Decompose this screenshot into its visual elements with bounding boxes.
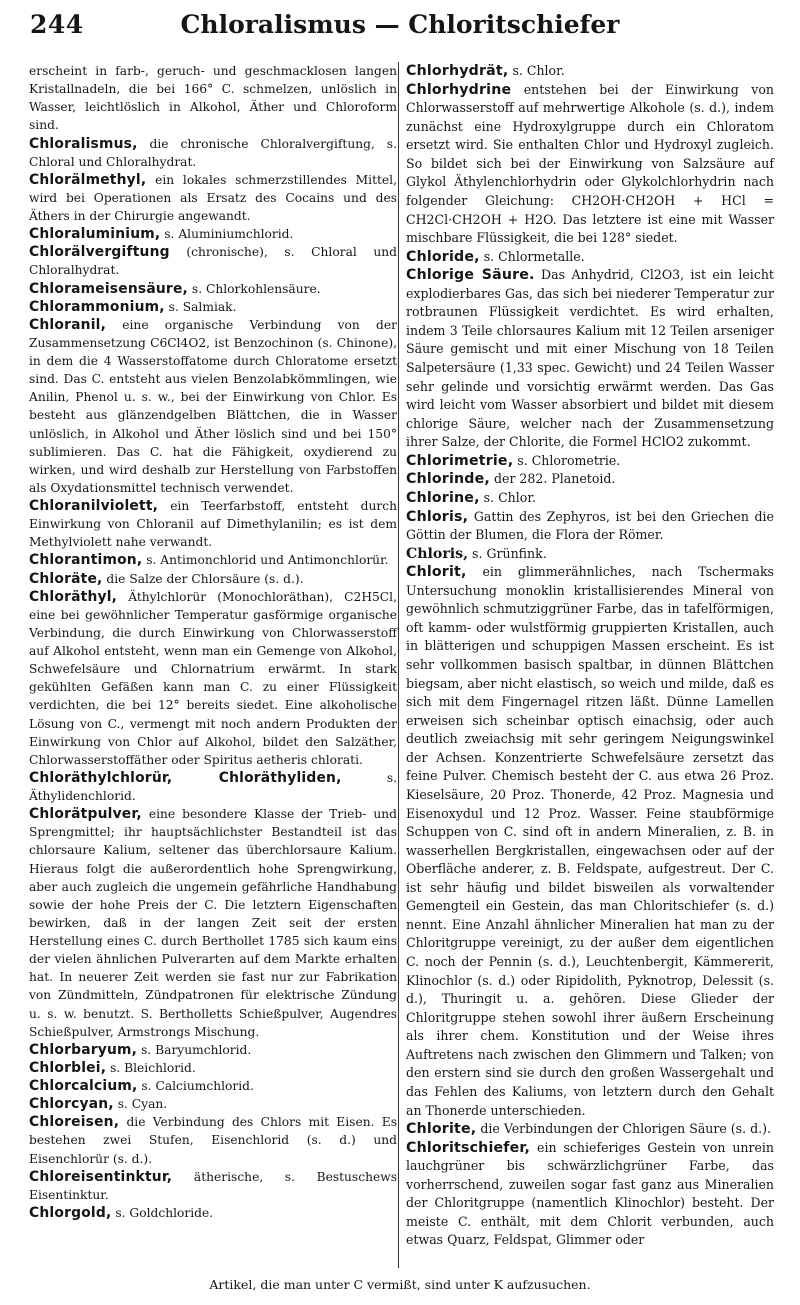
dictionary-entry	[29, 769, 397, 805]
entry-headword: Chloreisen,	[29, 1114, 120, 1131]
dictionary-entry	[29, 1204, 397, 1222]
dictionary-entry	[29, 280, 397, 298]
entry-body: eine organische Verbindung von der Zusammensetzung C6Cl4O2, ist Benzochinon (s. Chinone), in dem die 4 Wasserstoffatome durch Chloratome ersetzt sind. Das C. entsteht aus vielen Benzolabkömmlingen, wie Anilin, Phenol u. s. w., bei der Einwirkung von Chlor. Es besteht aus glänzendgelben Blättchen, die in Wasser unlöslich, in Alkohol und Äther löslich sind und bei 150° sublimieren. Das C. hat die Fähigkeit, oxydierend zu wirken, und wird deshalb zur Herstellung von Farbstoffen als Oxydationsmittel technisch verwendet.	[29, 317, 397, 495]
dictionary-entry	[29, 551, 397, 569]
dictionary-entry	[29, 497, 397, 551]
dictionary-entry	[406, 248, 774, 267]
entry-body: s. Salmiak.	[168, 299, 237, 314]
dictionary-entry	[29, 243, 397, 279]
entry-body: die Verbindungen der Chlorigen Säure (s. d.).	[480, 1121, 772, 1137]
entry-headword: Chloritschiefer,	[406, 1139, 531, 1156]
dictionary-entry	[29, 1041, 397, 1059]
entry-body: ein Teerfarbstoff, entsteht durch Einwirkung von Chloranil auf Dimethylanilin; es ist dem Methylviolett nahe verwandt.	[29, 499, 397, 550]
entry-body: (chronische), s. Chloral und Chloralhydrat.	[29, 245, 397, 278]
entry-body: s. Chlor.	[512, 63, 565, 78]
entry-headword: Chloraluminium,	[29, 226, 161, 243]
dictionary-entry	[406, 452, 774, 471]
entry-body: s. Äthylidenchlorid.	[29, 770, 397, 803]
entry-body: s. Chlorometrie.	[517, 452, 621, 468]
dictionary-entry	[29, 1168, 397, 1204]
entry-body: s. Baryumchlorid.	[141, 1042, 252, 1057]
entry-headword: Chlorälmethyl,	[29, 171, 147, 188]
entry-body: ein glimmerähnliches, nach Tschermaks Untersuchung monoklin kristallisierendes Mineral von gewöhnlich schmutziggrüner Farbe, das in tafelförmigen, oft kamm- oder wulstförmig gruppierten Kristallen, auch in blätterigen und schuppigen Massen erscheint. Es ist sehr vollkommen basisch spaltbar, in dünnen Blättchen biegsam, aber nicht elastisch, so weich und milde, daß es sich mit dem Fingernagel ritzen läßt. Dünne Lamellen erweisen sich scheinbar optisch einachsig, oder auch deutlich zweiachsig mit sehr geringem Neigungswinkel der Achsen. Konzentrierte Schwefelsäure zersetzt das feine Pulver. Chemisch besteht der C. aus etwa 26 Proz. Kieselsäure, 20 Proz. Thonerde, 42 Proz. Magnesia und Eisenoxydul und 12 Proz. Wasser. Feine staubförmige Schuppen von C. sind oft in andern Mineralien, z. B. in wasserhellen Bergkristallen, eingewachsen oder auf der Oberfläche anderer, z. B. Feldspate, aufgestreut. Der C. ist sehr häufig und bildet bisweilen als vorwaltender Gemengteil ein Gestein, das man Chloritschiefer (s. d.) nennt. Eine Anzahl ähnlicher Mineralien hat man zu der Chloritgruppe vereinigt, zu der außer dem eigentlichen C. noch der Pennin (s. d.), Leuchtenbergit, Kämmererit, Klinochlor (s. d.) oder Ripidolith, Pyknotrop, Delessit (s. d.), Thuringit u. a. gehören. Diese Glieder der Chloritgruppe stehen sowohl ihrer äußern Erscheinung als ihrer chem. Konstitution und der Weise ihres Auftretens nach zwischen den Glimmern und Talken; von den erstern sind sie durch den großen Wassergehalt und das Fehlen des Kaliums, von letztern durch den Gehalt an Thonerde unterschieden.	[406, 564, 774, 1118]
entry-headword: Chlorcalcium,	[29, 1078, 138, 1094]
dictionary-entry	[406, 1120, 774, 1139]
entry-body: ätherische, s. Bestuschews Eisentinktur.	[29, 1169, 397, 1202]
entry-headword: Chloräte,	[29, 570, 103, 587]
dictionary-entry	[29, 1113, 397, 1167]
dictionary-entry	[406, 508, 774, 545]
dictionary-entry	[406, 470, 774, 489]
dictionary-entry	[406, 563, 774, 1120]
entry-body: s. Calciumchlorid.	[141, 1079, 254, 1093]
entry-body: s. Cyan.	[117, 1097, 168, 1112]
entry-headword: Chlorit,	[406, 564, 467, 581]
dictionary-entry	[29, 805, 397, 1041]
dictionary-entry	[29, 62, 397, 135]
entry-headword: Chlorälvergiftung	[29, 244, 170, 261]
entry-headword: Chloranil,	[29, 316, 107, 333]
entry-headword: Chlorantimon,	[29, 552, 143, 569]
entry-headword: Chlorbaryum,	[29, 1041, 138, 1058]
entry-body: eine besondere Klasse der Trieb- und Sprengmittel; ihr hauptsächlichster Bestandteil ist das chlorsaure Kalium, seltener das überchlorsaure Kalium. Hieraus folgt die außerordentlich hohe Sprengwirkung, aber auch zugleich die ungemein gefährliche Handhabung sowie der hohe Preis der C. Die letztern Eigenschaften bewirken, daß in der langen Zeit seit der ersten Herstellung eines C. durch Berthollet 1785 sich kaum eins der vielen ähnlichen Pulverarten auf dem Markte erhalten hat. In neuerer Zeit werden sie fast nur zur Fabrikation von Zündmitteln, Zündpatronen für elektrische Zündung u. s. w. benutzt. S. Bertholletts Schießpulver, Augendres Schießpulver, Armstrongs Mischung.	[29, 807, 397, 1039]
entry-headword: Chlorite,	[406, 1121, 477, 1138]
left-column	[29, 62, 397, 1222]
dictionary-entry	[29, 135, 397, 171]
entry-headword: Chloris,	[406, 508, 469, 525]
entry-headword: Chlorblei,	[29, 1059, 107, 1076]
entry-body: s. Goldchloride.	[115, 1205, 214, 1220]
entry-body: ein schieferiges Gestein von unrein lauchgrüner bis schwärzlichgrüner Farbe, das vorherrschend, zuweilen sogar fast ganz aus Mineralien der Chloritgruppe (namentlich Klinochlor) besteht. Der meiste C. enthält, mit dem Chlorit verbunden, auch etwas Quarz, Feldspat, Glimmer oder	[406, 1139, 774, 1248]
entry-body: die chronische Chloralvergiftung, s. Chloral und Chloralhydrat.	[29, 136, 397, 169]
entry-body: s. Chlorkohlensäure.	[191, 281, 321, 296]
entry-headword: Chlorhydrät,	[406, 63, 509, 79]
entry-body: ein lokales schmerzstillendes Mittel, wird bei Operationen als Ersatz des Cocains und des Äthers in der Chirurgie angewandt.	[29, 172, 397, 223]
footer-note: Artikel, die man unter C vermißt, sind unter K aufzusuchen.	[209, 1277, 591, 1292]
entry-headword: Chloride,	[406, 248, 480, 265]
entry-body: Gattin des Zephyros, ist bei den Griechen die Göttin der Blumen, die Flora der Römer.	[406, 508, 774, 543]
entry-headword: Chlorcyan,	[29, 1096, 114, 1113]
entry-headword: Chlorammonium,	[29, 298, 165, 315]
dictionary-entry	[29, 298, 397, 316]
dictionary-entry	[29, 171, 397, 225]
entry-headword: Chlorgold,	[29, 1204, 112, 1221]
entry-body: erscheint in farb-, geruch- und geschmacklosen langen Kristallnadeln, die bei 166° C. schmelzen, unlöslich in Wasser, leichtlöslich in Alkohol, Äther und Chloroform sind.	[29, 64, 397, 133]
running-header-title: Chloralismus — Chloritschiefer	[180, 10, 620, 39]
entry-body: s. Antimonchlorid und Antimonchlorür.	[146, 553, 389, 568]
right-column	[406, 62, 774, 1250]
dictionary-entry	[29, 588, 397, 769]
dictionary-entry	[406, 545, 774, 564]
entry-headword: Chlorine,	[406, 489, 480, 506]
entry-headword: Chloräthyl,	[29, 588, 118, 605]
entry-headword: Chloranilviolett,	[29, 498, 159, 514]
entry-headword: Chlorige Säure.	[406, 267, 535, 284]
dictionary-entry	[29, 316, 397, 497]
dictionary-entry	[29, 225, 397, 243]
column-divider	[398, 62, 399, 1268]
dictionary-entry	[406, 62, 774, 81]
entry-headword: Chlorinde,	[406, 471, 490, 488]
dictionary-entry	[29, 570, 397, 588]
entry-body: die Salze der Chlorsäure (s. d.).	[106, 571, 304, 586]
entry-body: Äthylchlorür (Monochloräthan), C2H5Cl, eine bei gewöhnlicher Temperatur gasförmige organische Verbindung, die durch Einwirkung von Chlorwasserstoff auf Alkohol entsteht, wenn man ein Gemenge von Alkohol, Schwefelsäure und Chlornatrium erwärmt. In stark gekühlten Gefäßen kann man C. zu einer Flüssigkeit verdichten, die bei 12° bereits siedet. Eine alkoholische Lösung von C., vermengt mit noch andern Produkten der Einwirkung von Chlor auf Alkohol, bildet den Salzäther, Chlorwasserstoffäther oder Spiritus aetheris chlorati.	[29, 589, 397, 767]
entry-headword: Chloris,	[406, 545, 469, 562]
entry-headword: Chloräthylchlorür, Chloräthyliden,	[29, 769, 342, 786]
entry-headword: Chlorimetrie,	[406, 452, 514, 469]
dictionary-entry	[29, 1059, 397, 1077]
entry-body: entstehen bei der Einwirkung von Chlorwasserstoff auf mehrwertige Alkohole (s. d.), indem zunächst eine Hydroxylgruppe durch ein Chloratom ersetzt wird. Sie enthalten Chlor und Hydroxyl zugleich. So bildet sich bei der Einwirkung von Salzsäure auf Glykol Äthylenchlorhydrin oder Glykolchlorhydrin nach folgender Gleichung: CH2OH·CH2OH + HCl = CH2Cl·CH2OH + H2O. Das letztere ist eine mit Wasser mischbare Flüssigkeit, die bei 128° siedet.	[406, 81, 774, 246]
dictionary-entry	[406, 489, 774, 508]
entry-headword: Chloreisentinktur,	[29, 1168, 173, 1185]
dictionary-entry	[406, 1139, 774, 1250]
entry-body: s. Chlor.	[483, 489, 536, 505]
dictionary-entry	[406, 81, 774, 248]
page-number: 244	[30, 10, 84, 39]
entry-body: s. Aluminiumchlorid.	[164, 227, 294, 242]
entry-headword: Chlorameisensäure,	[29, 280, 188, 297]
entry-body: die Verbindung des Chlors mit Eisen. Es bestehen zwei Stufen, Eisenchlorid (s. d.) und Eisenchlorür (s. d.).	[29, 1115, 397, 1166]
entry-headword: Chlorhydrine	[406, 81, 512, 98]
entry-headword: Chloralismus,	[29, 135, 138, 152]
dictionary-entry	[29, 1077, 397, 1095]
dictionary-entry	[406, 266, 774, 452]
dictionary-entry	[29, 1095, 397, 1113]
entry-body: der 282. Planetoid.	[493, 471, 616, 487]
entry-body: s. Grünfink.	[472, 545, 547, 561]
entry-body: s. Chlormetalle.	[483, 248, 585, 264]
entry-body: Das Anhydrid, Cl2O3, ist ein leicht explodierbares Gas, das sich bei niederer Temperatur zur rotbraunen Flüssigkeit verdichtet. Es wird erhalten, indem 3 Teile chlorsaures Kalium mit 12 Teilen arseniger Säure gemischt und mit einer Mischung von 18 Teilen Salpetersäure (1,33 spec. Gewicht) und 24 Teilen Wasser sehr gelinde und vorsichtig erwärmt werden. Das Gas wird leicht vom Wasser absorbiert und bildet mit diesem chlorige Säure, welcher nach der Zusammensetzung ihrer Salze, der Chlorite, die Formel HClO2 zukommt.	[406, 267, 774, 450]
entry-headword: Chlorätpulver,	[29, 806, 142, 823]
entry-body: s. Bleichlorid.	[110, 1060, 196, 1075]
